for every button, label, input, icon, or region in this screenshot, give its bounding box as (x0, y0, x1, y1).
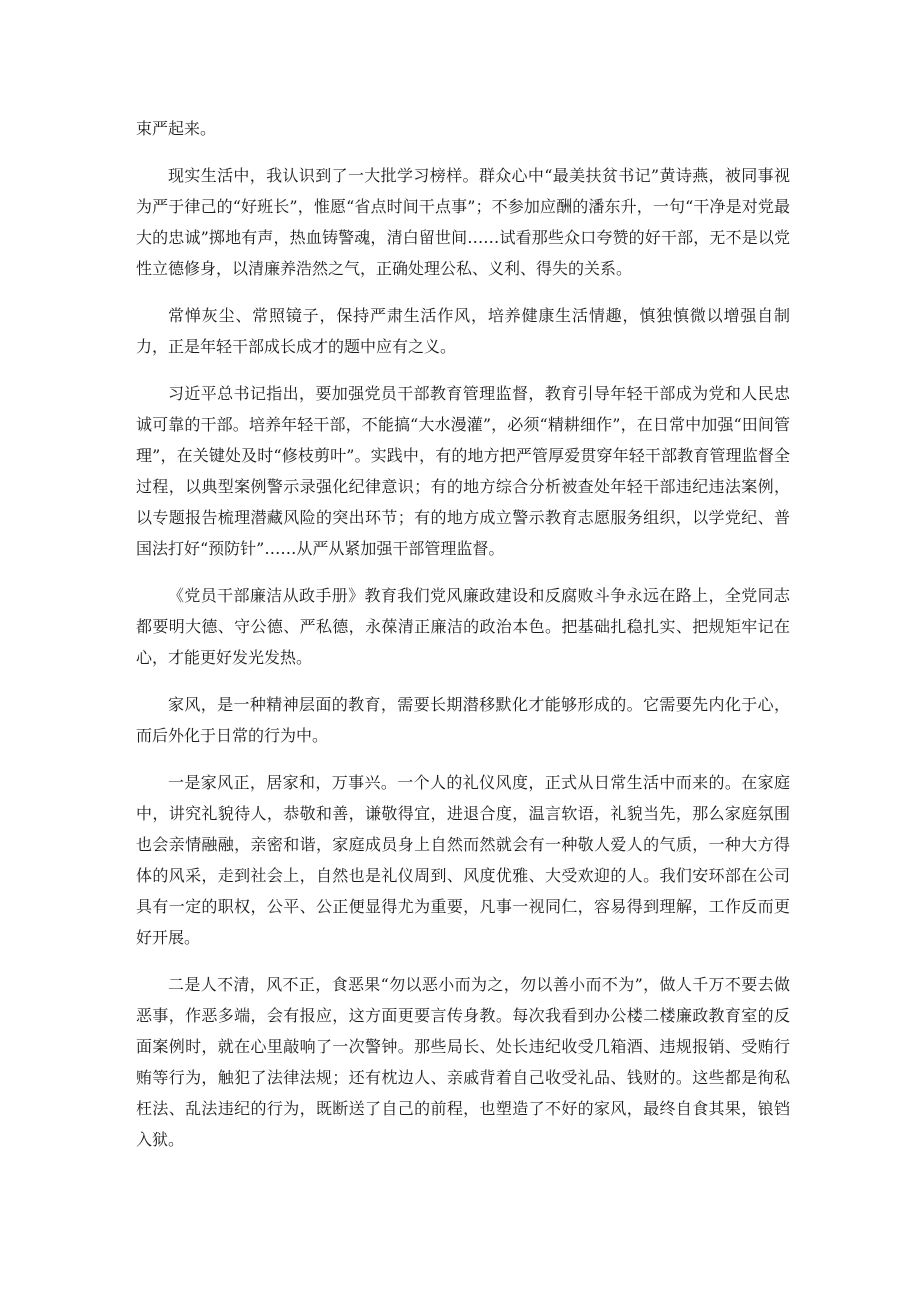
paragraph-integrity-handbook: 《党员干部廉洁从政手册》教育我们党风廉政建设和反腐败斗争永远在路上，全党同志都要明大德、守公德、严私德，永葆清正廉洁的政治本色。把基础扎稳扎实、把规矩牢记在心，才能更好发光发热。 (136, 586, 790, 667)
paragraph-family-tradition: 家风，是一种精神层面的教育，需要长期潜移默化才能够形成的。它需要先内化于心，而后外化于日常的行为中。 (136, 695, 790, 745)
paragraph-point-two: 二是人不清，风不正，食恶果“勿以恶小而为之，勿以善小而不为”，做人千万不要去做恶事，作恶多端，会有报应，这方面更要言传身教。每次我看到办公楼二楼廉政教育室的反面案例时，就在心里敲响了一次警钟。那些局长、处长违纪收受几箱酒、违规报销、受贿行贿等行为，触犯了法律法规；还有枕边人、亲戚背着自己收受礼品、钱财的。这些都是徇私枉法、乱法违纪的行为，既断送了自己的前程，也塑造了不好的家风，最终自食其果，锒铛入狱。 (136, 975, 790, 1149)
document-page (136, 113, 790, 1171)
paragraph-point-one: 一是家风正，居家和，万事兴。一个人的礼仪风度，正式从日常生活中而来的。在家庭中，讲究礼貌待人，恭敬和善，谦敬得宜，进退合度，温言软语，礼貌当先，那么家庭氛围也会亲情融融，亲密和谐，家庭成员身上自然而然就会有一种敬人爱人的气质，一种大方得体的风采，走到社会上，自然也是礼仪周到、风度优雅、大受欢迎的人。我们安环部在公司具有一定的职权，公平、公正便显得尤为重要，凡事一视同仁，容易得到理解，工作反而更好开展。 (136, 773, 790, 947)
paragraph-cadre-supervision: 习近平总书记指出，要加强党员干部教育管理监督，教育引导年轻干部成为党和人民忠诚可靠的干部。培养年轻干部，不能搞“大水漫灌”，必须“精耕细作”，在日常中加强“田间管理”，在关键处及时“修枝剪叶”。实践中，有的地方把严管厚爱贯穿年轻干部教育管理监督全过程，以典型案例警示录强化纪律意识；有的地方综合分析被查处年轻干部违纪违法案例，以专题报告梳理潜藏风险的突出环节；有的地方成立警示教育志愿服务组织，以学党纪、普国法打好“预防针”……从严从紧加强干部管理监督。 (136, 384, 790, 558)
paragraph-self-discipline: 常惮灰尘、常照镜子，保持严肃生活作风，培养健康生活情趣，慎独慎微以增强自制力，正是年轻干部成长成才的题中应有之义。 (136, 306, 790, 356)
paragraph-role-models: 现实生活中，我认识到了一大批学习榜样。群众心中“最美扶贫书记”黄诗燕，被同事视为严于律己的“好班长”，惟愿“省点时间干点事”；不参加应酬的潘东升，一句“干净是对党最大的忠诚”掷地有声，热血铸警魂，清白留世间……试看那些众口夸赞的好干部，无不是以党性立德修身，以清廉养浩然之气，正确处理公私、义利、得失的关系。 (136, 166, 790, 278)
paragraph-continuation: 束严起来。 (136, 119, 217, 138)
